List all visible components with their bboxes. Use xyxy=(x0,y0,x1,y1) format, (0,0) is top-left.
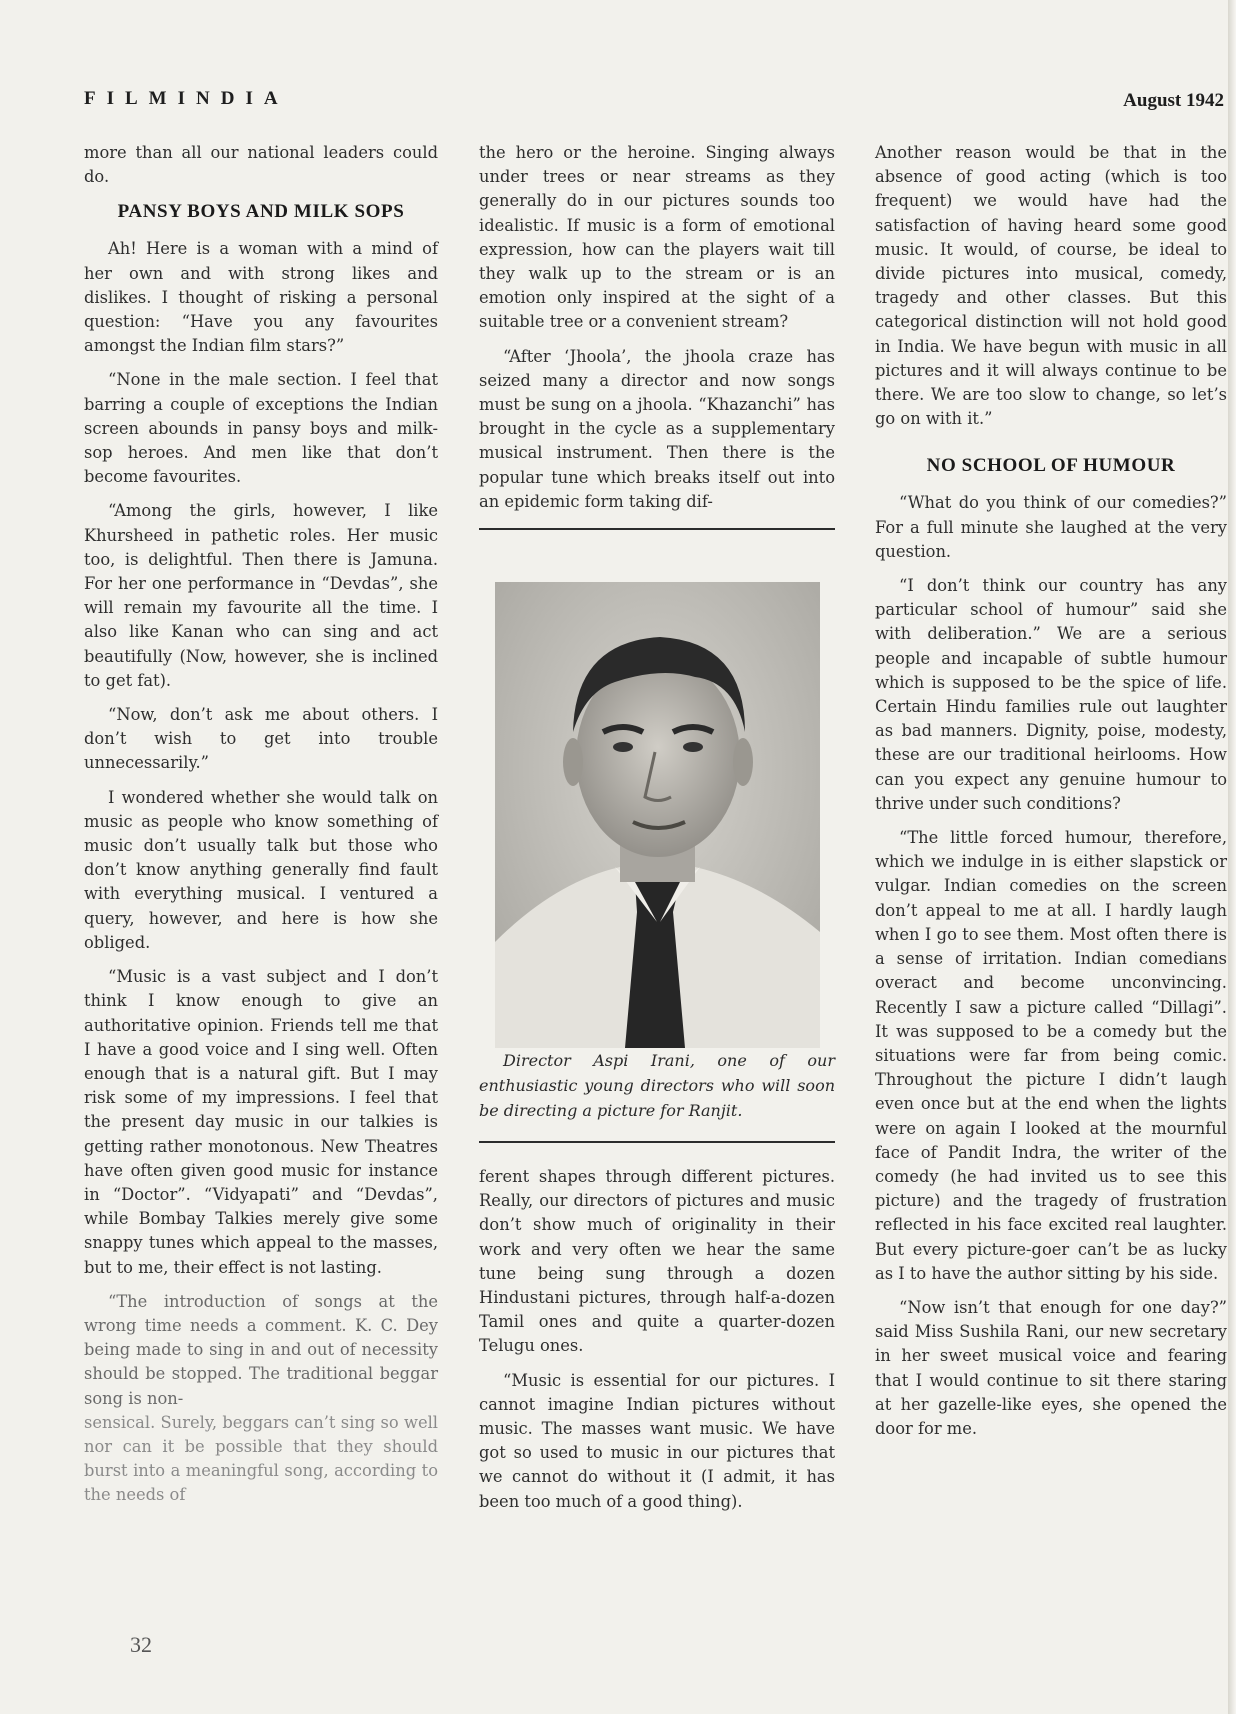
photo-caption: Director Aspi Irani, one of our enthusiastic young directors who will soon be directing a picture for Ranjit. xyxy=(479,1051,835,1121)
paragraph: “Now, don’t ask me about others. I don’t wish to get into trouble unnecessarily.” xyxy=(84,705,438,773)
section-heading: PANSY BOYS AND MILK SOPS xyxy=(117,201,405,223)
page-number: 32 xyxy=(130,1632,152,1657)
paragraph: “Among the girls, however, I like Khursheed in pathetic roles. Her music too, is delightful. Then there is Jamuna. For her one performance in “Devdas”, she will remain my favourite all the time. I also like Kanan who can sing and act beautifully (Now, however, she is inclined to get fat). xyxy=(84,501,438,690)
article-column-2 xyxy=(479,141,835,1524)
paragraph: I wondered whether she would talk on music as people who know something of music don’t usually talk but those who don’t know anything generally find fault with everything musical. I ventured a query, however, and here is how she obliged. xyxy=(84,787,438,952)
portrait-illustration xyxy=(495,582,820,1048)
paragraph: “Music is a vast subject and I don’t think I know enough to give an authoritative opinion. Friends tell me that I have a good voice and I sing well. Often enough that is a natural gift. But I may risk some of my impressions. I feel that the present day music in our talkies is getting rather monotonous. New Theatres have often given good music for instance in “Doctor”. “Vidyapati” and “Devdas”, while Bombay Talkies merely give some snappy tunes which appeal to the masses, but to me, their effect is not lasting. xyxy=(84,967,438,1277)
issue-date: August 1942 xyxy=(1123,90,1224,111)
paragraph: “The little forced humour, therefore, which we indulge in is either slapstick or vulgar. Indian comedies on the screen don’t appeal to me at all. I hardly laugh when I go to see them. Most often there is a sense of irritation. Indian comedians overact and become unconvincing. Recently I saw a picture called “Dillagi”. It was supposed to be a comedy but the situations were far from being comic. Throughout the picture I didn’t laugh even once but at the end when the lights were on again I looked at the mournful face of Pandit Indra, the writer of the comedy (he had invited us to see this picture) and the tragedy of frustration reflected in his face excited real laughter. But every picture-goer can’t be as lucky as I to have the author sitting by his side. xyxy=(875,828,1227,1283)
section-heading: NO SCHOOL OF HUMOUR xyxy=(926,455,1176,477)
paragraph: “Music is essential for our pictures. I cannot imagine Indian pictures without music. The masses want music. We have got so used to music in our pictures that we cannot do without it (I admit, it has been too much of a good thing). xyxy=(479,1370,835,1511)
paragraph: ferent shapes through different pictures. Really, our directors of pictures and music don’t show much of originality in their work and very often we hear the same tune being sung through a dozen Hindustani pictures, through half-a-dozen Tamil ones and quite a quarter-dozen Telugu ones. xyxy=(479,1167,835,1356)
paragraph-continued: sensical. Surely, beggars can’t sing so well nor can it be possible that they should burst into a meaningful song, according to the needs of xyxy=(84,1412,438,1505)
paragraph: “I don’t think our country has any particular school of humour” said she with deliberation.” We are a serious people and incapable of subtle humour which is supposed to be the spice of life. Certain Hindu families rule out laughter as bad manners. Dignity, poise, modesty, these are our traditional heirlooms. How can you expect any genuine humour to thrive under such conditions? xyxy=(875,576,1227,813)
paragraph: Another reason would be that in the absence of good acting (which is too frequent) we would have had the satisfaction of having heard some good music. It would, of course, be ideal to divide pictures into musical, comedy, tragedy and other classes. But this categorical distinction will not hold good in India. We have begun with music in all pictures and it will always continue to be there. We are too slow to change, so let’s go on with it.” xyxy=(875,143,1227,429)
masthead: FILMINDIA xyxy=(84,88,289,109)
paragraph: “None in the male section. I feel that barring a couple of exceptions the Indian screen abounds in pansy boys and milk-sop heroes. And men like that don’t become favourites. xyxy=(84,370,438,487)
director-portrait-photo xyxy=(495,582,820,1048)
paragraph: more than all our national leaders could do. xyxy=(84,143,438,187)
article-column-3 xyxy=(875,141,1227,1451)
paragraph: “What do you think of our comedies?” For a full minute she laughed at the very question. xyxy=(875,493,1227,561)
paragraph: “The introduction of songs at the wrong time needs a comment. K. C. Dey being made to sing in and out of necessity should be stopped. The traditional beggar song is non- xyxy=(84,1291,438,1408)
divider xyxy=(479,528,835,530)
article-column-1 xyxy=(84,141,438,1518)
paragraph: “Now isn’t that enough for one day?” said Miss Sushila Rani, our new secretary in her sweet musical voice and fearing that I would continue to sit there staring at her gazelle-like eyes, she opened the door for me. xyxy=(875,1297,1227,1438)
divider xyxy=(479,1141,835,1143)
page-edge-shadow xyxy=(1228,0,1236,1714)
paragraph: “After ‘Jhoola’, the jhoola craze has seized many a director and now songs must be sung on a jhoola. “Khazanchi” has brought in the cycle as a supplementary musical instrument. Then there is the popular tune which breaks itself out into an epidemic form taking dif- xyxy=(479,346,835,511)
paragraph: the hero or the heroine. Singing always under trees or near streams as they generally do in our pictures sounds too idealistic. If music is a form of emotional expression, how can the players wait till they walk up to the stream or is an emotion only inspired at the sight of a suitable tree or a convenient stream? xyxy=(479,143,835,332)
paragraph: Ah! Here is a woman with a mind of her own and with strong likes and dislikes. I thought of risking a personal question: “Have you any favourites amongst the Indian film stars?” xyxy=(84,239,438,356)
